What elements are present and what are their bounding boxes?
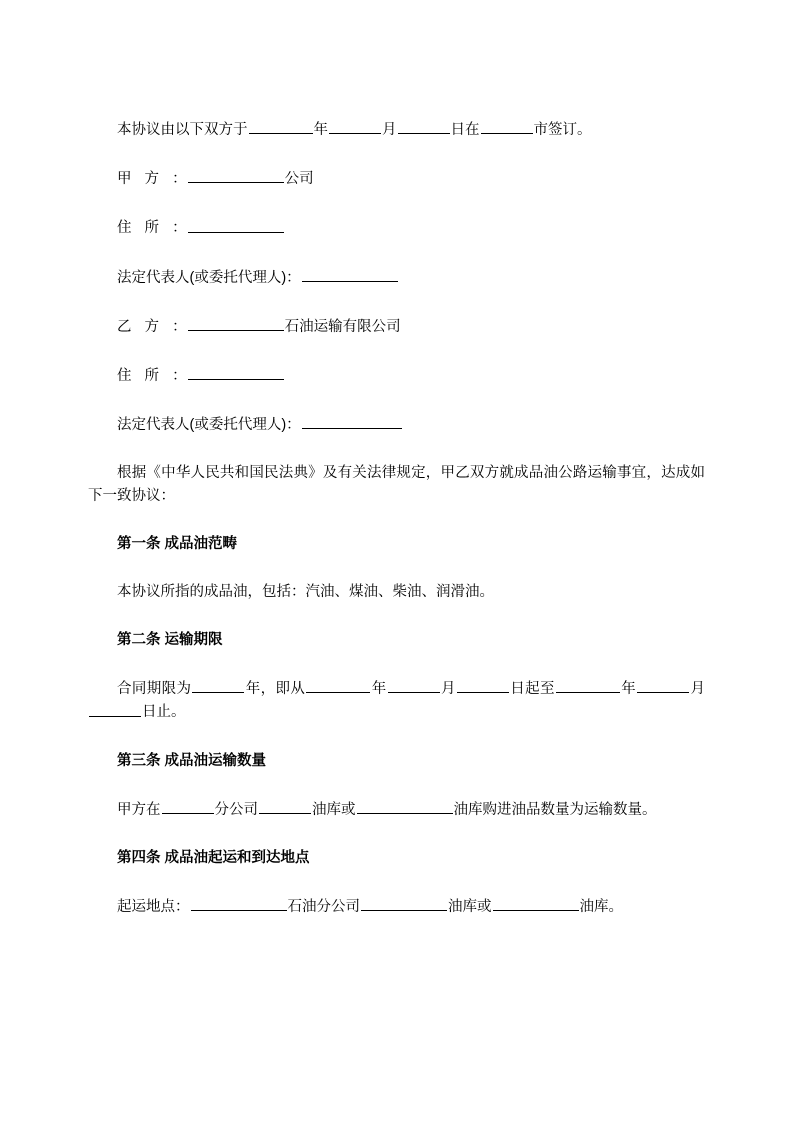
- fill-in-blank[interactable]: [493, 895, 579, 911]
- text-run: 日止。: [142, 704, 186, 721]
- paragraph-article-4-body: [88, 895, 705, 919]
- fill-in-blank[interactable]: [249, 118, 313, 134]
- text-run: 市签订。: [533, 122, 592, 139]
- text-run: 月: [382, 122, 397, 139]
- text-run: ：: [172, 171, 187, 188]
- fill-in-blank[interactable]: [388, 677, 440, 693]
- text-run: 年: [313, 122, 328, 139]
- text-run: 法定代表人(或委托代理人)：: [117, 417, 301, 434]
- fill-in-blank[interactable]: [329, 118, 381, 134]
- text-run: 年: [620, 680, 637, 697]
- paragraph-signing-line: [88, 118, 705, 142]
- fill-in-blank[interactable]: [188, 315, 284, 331]
- paragraph-party-a-address: [88, 216, 705, 240]
- text-run: 年，即从: [245, 680, 306, 697]
- paragraph-party-a-rep: [88, 266, 705, 290]
- fill-in-blank[interactable]: [162, 798, 214, 814]
- paragraph-article-3-title: [88, 750, 705, 772]
- label-text: 住所: [117, 220, 173, 237]
- text-run: 日在: [450, 122, 480, 139]
- label-text: 乙方: [117, 318, 173, 335]
- text-run: 法定代表人(或委托代理人)：: [117, 269, 301, 286]
- text-run: 日起至: [509, 680, 555, 697]
- fill-in-blank[interactable]: [192, 677, 244, 693]
- text-run: 本协议由以下双方于: [117, 122, 248, 139]
- fill-in-blank[interactable]: [188, 216, 284, 232]
- document-body: [88, 118, 705, 918]
- text-run: 本协议所指的成品油，包括：汽油、煤油、柴油、润滑油。: [117, 583, 494, 600]
- text-run: 第一条 成品油范畴: [117, 535, 238, 552]
- paragraph-party-b: [88, 315, 705, 339]
- text-run: 第四条 成品油起运和到达地点: [117, 849, 310, 866]
- text-run: ：: [172, 318, 187, 335]
- paragraph-article-1-title: [88, 533, 705, 555]
- paragraph-article-2-title: [88, 629, 705, 651]
- text-run: ：: [172, 220, 187, 237]
- fill-in-blank[interactable]: [302, 266, 398, 282]
- fill-in-blank[interactable]: [556, 677, 620, 693]
- fill-in-blank[interactable]: [259, 798, 311, 814]
- paragraph-preamble: [88, 462, 705, 507]
- fill-in-blank[interactable]: [398, 118, 450, 134]
- fill-in-blank[interactable]: [457, 677, 509, 693]
- fill-in-blank[interactable]: [481, 118, 533, 134]
- text-run: 油库或: [312, 801, 356, 818]
- text-run: 石油运输有限公司: [284, 318, 401, 335]
- text-run: 起运地点：: [117, 898, 190, 915]
- paragraph-party-b-address: [88, 364, 705, 388]
- paragraph-party-a: [88, 167, 705, 191]
- text-run: 油库购进油品数量为运输数量。: [453, 801, 657, 818]
- text-run: 甲方在: [117, 801, 161, 818]
- fill-in-blank[interactable]: [188, 167, 284, 183]
- fill-in-blank[interactable]: [306, 677, 370, 693]
- fill-in-blank[interactable]: [188, 364, 284, 380]
- text-run: 合同期限为: [117, 680, 192, 697]
- paragraph-party-b-rep: [88, 413, 705, 437]
- text-run: 油库或: [448, 898, 492, 915]
- fill-in-blank[interactable]: [302, 413, 402, 429]
- text-run: 油库。: [579, 898, 623, 915]
- text-run: 年: [371, 680, 387, 697]
- text-run: 公司: [284, 171, 314, 188]
- paragraph-article-4-title: [88, 847, 705, 869]
- text-run: 月: [440, 680, 456, 697]
- fill-in-blank[interactable]: [361, 895, 447, 911]
- paragraph-article-3-body: [88, 798, 705, 822]
- fill-in-blank[interactable]: [637, 677, 689, 693]
- paragraph-article-1-body: [88, 581, 705, 603]
- text-run: 第三条 成品油运输数量: [117, 752, 267, 769]
- label-text: 住所: [117, 368, 173, 385]
- text-run: 月: [690, 680, 706, 697]
- fill-in-blank[interactable]: [357, 798, 453, 814]
- fill-in-blank[interactable]: [89, 700, 141, 716]
- text-run: 石油分公司: [287, 898, 360, 915]
- paragraph-article-2-body: [88, 677, 705, 724]
- text-run: 根据《中华人民共和国民法典》及有关法律规定，甲乙双方就成品油公路运输事宜，达成如下一致协议：: [88, 465, 705, 504]
- text-run: 第二条 运输期限: [117, 631, 223, 648]
- label-text: 甲方: [117, 171, 173, 188]
- text-run: ：: [172, 368, 187, 385]
- text-run: 分公司: [214, 801, 258, 818]
- fill-in-blank[interactable]: [191, 895, 287, 911]
